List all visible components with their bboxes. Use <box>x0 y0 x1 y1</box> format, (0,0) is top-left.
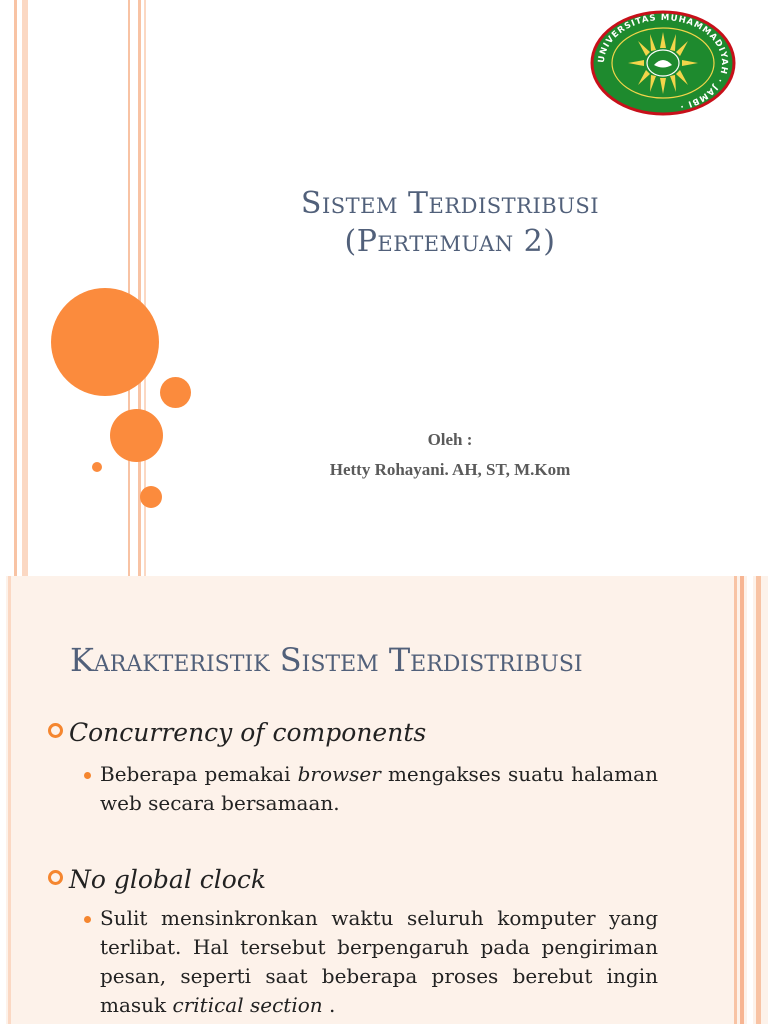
dot-bullet-icon <box>84 772 91 779</box>
left-stripe-3 <box>128 0 130 576</box>
content-slide <box>0 576 768 1024</box>
point-detail-1-post: mengakses suatu halaman web secara bersamaan. <box>100 762 658 815</box>
point-detail-2-pre: Sulit mensinkronkan waktu seluruh komputer yang terlibat. Hal tersebut berpengaruh pada pengiriman pesan, seperti saat beberapa proses berebut ingin masuk <box>100 906 658 1017</box>
slide2-right-stripe-4 <box>756 576 761 1024</box>
point-heading-1-text: Concurrency of components <box>69 718 427 747</box>
tiny-circle <box>92 462 102 472</box>
point-detail-1-em: browser <box>297 762 381 786</box>
author-block <box>160 425 740 485</box>
point-detail-2-em: critical section <box>172 993 323 1017</box>
slide2-right-stripe-1 <box>734 576 737 1024</box>
point-heading-1 <box>70 718 426 748</box>
left-stripe-1 <box>14 0 17 576</box>
point-detail-1-pre: Beberapa pemakai <box>100 762 298 786</box>
byline-label: Oleh : <box>427 430 473 449</box>
slide2-left-stripe-2 <box>8 576 11 1024</box>
author-name: Hetty Rohayani. AH, ST, M.Kom <box>329 460 571 479</box>
small-circle-right <box>160 377 191 408</box>
point-detail-2-post: . <box>322 993 336 1017</box>
left-stripe-4 <box>138 0 141 576</box>
slide2-right-stripe-3 <box>747 576 753 1024</box>
title-line-1: Sistem Terdistribusi <box>300 186 600 221</box>
slide2-left-stripe <box>0 576 6 1024</box>
small-circle-bottom <box>140 486 162 508</box>
large-circle <box>51 288 159 396</box>
medium-circle <box>110 409 163 462</box>
ring-bullet-icon <box>48 723 63 738</box>
point-heading-2 <box>70 865 266 895</box>
dot-bullet-icon <box>84 916 91 923</box>
university-seal-icon <box>590 10 736 116</box>
point-detail-1 <box>100 760 658 818</box>
title-line-2: (Pertemuan 2) <box>344 224 556 259</box>
slide-title: Karakteristik Sistem Terdistribusi <box>70 641 583 679</box>
point-detail-2 <box>100 904 658 1020</box>
ring-bullet-icon <box>48 870 63 885</box>
slide2-right-stripe-2 <box>740 576 744 1024</box>
point-heading-2-text: No global clock <box>69 865 266 894</box>
presentation-title <box>160 185 740 261</box>
left-stripe-2 <box>22 0 28 576</box>
logo-ring-text: UNIVERSITAS MUHAMMADIYAH · JAMBI · <box>596 12 730 112</box>
